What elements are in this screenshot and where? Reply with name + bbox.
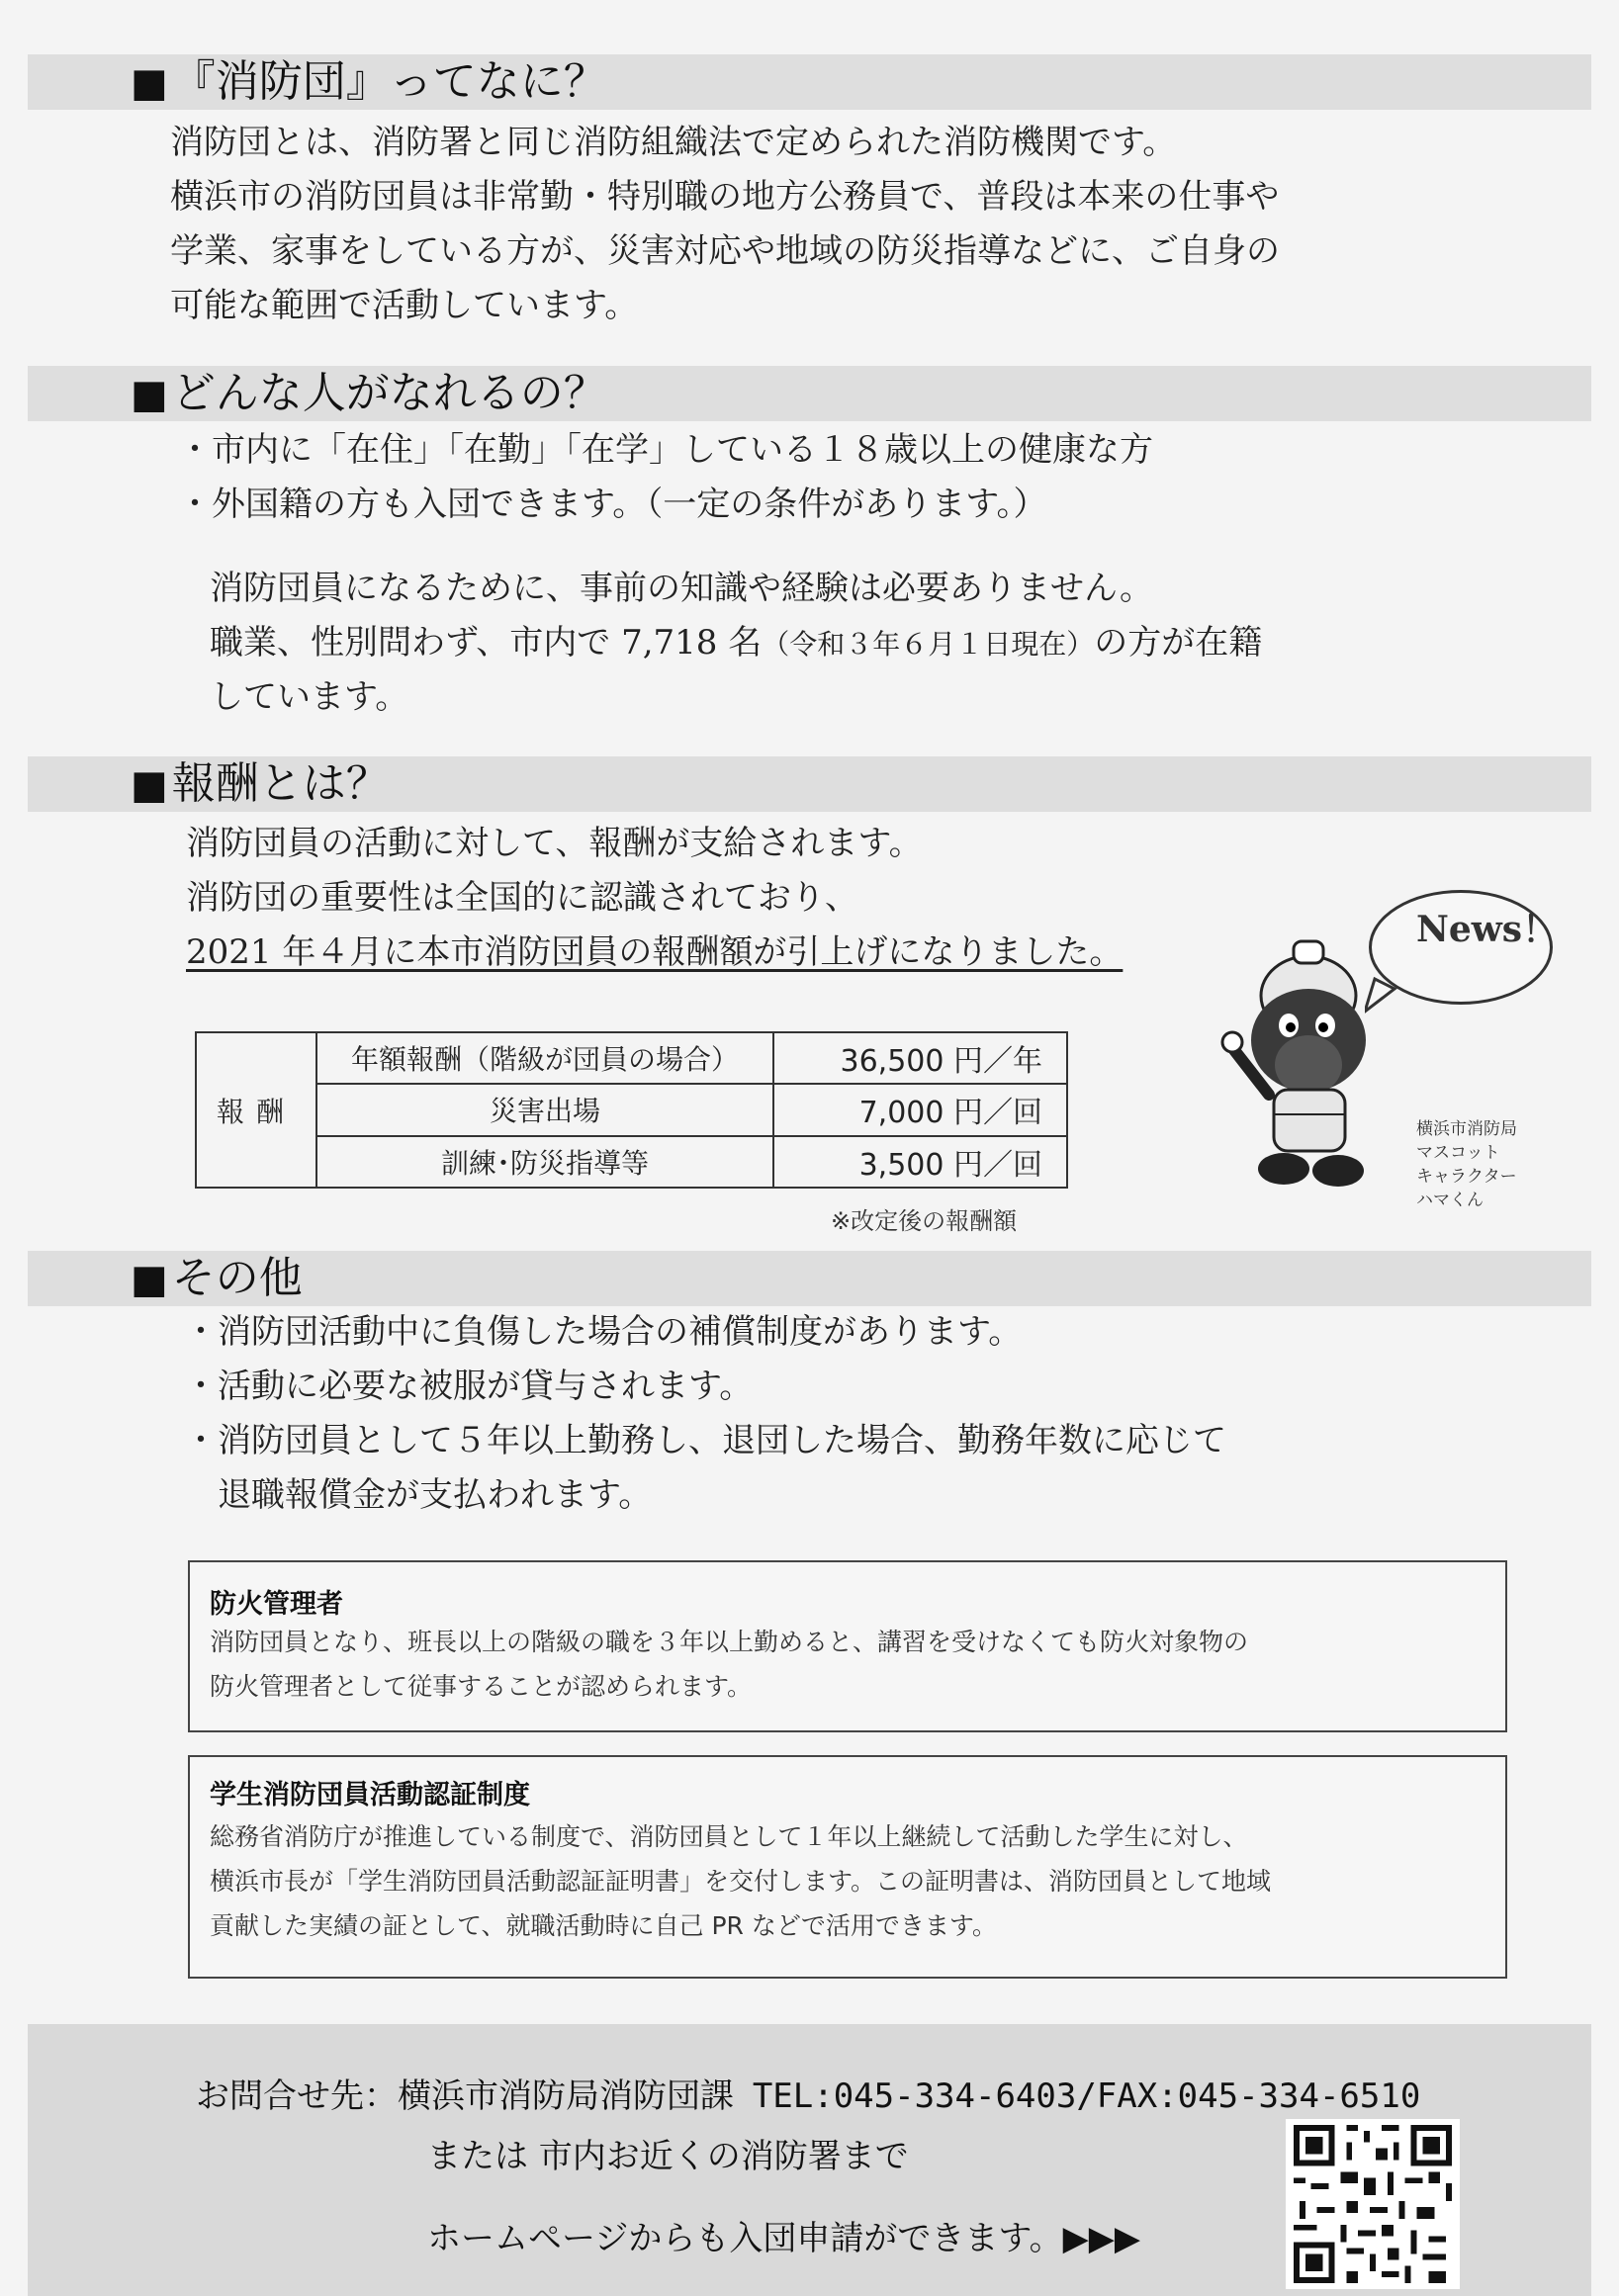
student-line-3: 貢献した実績の証として、就職活動時に自己 PR などで活用できます。 [210,1911,997,1940]
reward-line-3: 2021 年４月に本市消防団員の報酬額が引上げになりました。 [186,932,1124,972]
other-bullet-1: ・消防団活動中に負傷した場合の補償制度があります。 [184,1312,1023,1352]
reward-note: ※改定後の報酬額 [831,1207,1018,1235]
who-bullet-1: ・市内に「在住」「在勤」「在学」している１８歳以上の健康な方 [178,430,1153,470]
other-bullet-3: ・消防団員として５年以上勤務し、退団した場合、勤務年数に応じて [184,1421,1226,1460]
who-para-line-2: 職業、性別問わず、市内で 7,718 名（令和３年６月１日現在）の方が在籍 [210,623,1263,662]
square-marker-icon: ■ [131,372,168,417]
contact-alt: または 市内お近くの消防署まで [427,2137,909,2176]
what-line-1: 消防団とは、消防署と同じ消防組織法で定められた消防機関です。 [170,123,1177,162]
square-marker-icon: ■ [131,762,168,808]
reward-table [195,1031,1068,1189]
reward-item: 年額報酬（階級が団員の場合） [316,1032,773,1084]
homepage-line: ホームページからも入団申請ができます。▶▶▶ [427,2219,1141,2258]
table-row [196,1084,1067,1135]
mascot-caption: 横浜市消防局 マスコット キャラクター ハマくん [1416,1119,1517,1210]
contact-line: お問合せ先：横浜市消防局消防団課 TEL:045-334-6403/FAX:045-334-6510 [196,2076,1421,2116]
square-marker-icon: ■ [131,1257,168,1302]
what-line-4: 可能な範囲で活動しています。 [170,286,639,325]
what-line-2: 横浜市の消防団員は非常勤・特別職の地方公務員で、普段は本来の仕事や [170,177,1280,217]
fire-manager-title: 防火管理者 [210,1589,343,1620]
reward-item: 訓練･防災指導等 [316,1136,773,1188]
student-line-1: 総務省消防庁が推進している制度で、消防団員として１年以上継続して活動した学生に対し、 [210,1822,1248,1851]
news-label: News！ [1416,909,1559,950]
student-title: 学生消防団員活動認証制度 [210,1780,530,1810]
section-title-what: ■『消防団』ってなに？ [131,56,607,107]
table-row [196,1032,1067,1084]
section-title-other: ■その他 [131,1253,303,1303]
reward-item: 災害出場 [316,1084,773,1135]
reward-row-header: 報酬 [196,1032,316,1188]
section-title-who: ■どんな人がなれるの？ [131,368,607,418]
who-bullet-2: ・外国籍の方も入団できます。（一定の条件があります。） [178,485,1047,524]
other-bullet-4: 退職報償金が支払われます。 [184,1475,653,1515]
fire-manager-line-1: 消防団員となり、班長以上の階級の職を３年以上勤めると、講習を受けなくても防火対象物の [210,1628,1249,1656]
what-line-3: 学業、家事をしている方が、災害対応や地域の防災指導などに、ご自身の [170,231,1280,271]
who-para-line-1: 消防団員になるために、事前の知識や経験は必要ありません。 [210,569,1154,608]
fire-manager-line-2: 防火管理者として従事することが認められます。 [210,1672,753,1701]
reward-amount: 7,000 円／回 [773,1084,1067,1135]
reward-line-1: 消防団員の活動に対して、報酬が支給されます。 [186,824,923,863]
student-line-2: 横浜市長が「学生消防団員活動認証証明書」を交付します。この証明書は、消防団員として地域 [210,1867,1272,1896]
square-marker-icon: ■ [131,60,168,106]
reward-line-2: 消防団の重要性は全国的に認識されており、 [186,878,858,918]
reward-amount: 3,500 円／回 [773,1136,1067,1188]
section-title-reward: ■報酬とは？ [131,758,390,809]
mascot-hamakun-icon [1214,931,1393,1198]
other-bullet-2: ・活動に必要な被服が貸与されます。 [184,1367,754,1406]
table-row [196,1136,1067,1188]
who-para-line-3: しています。 [210,677,409,717]
reward-amount: 36,500 円／年 [773,1032,1067,1084]
qr-code-icon[interactable] [1286,2119,1460,2289]
